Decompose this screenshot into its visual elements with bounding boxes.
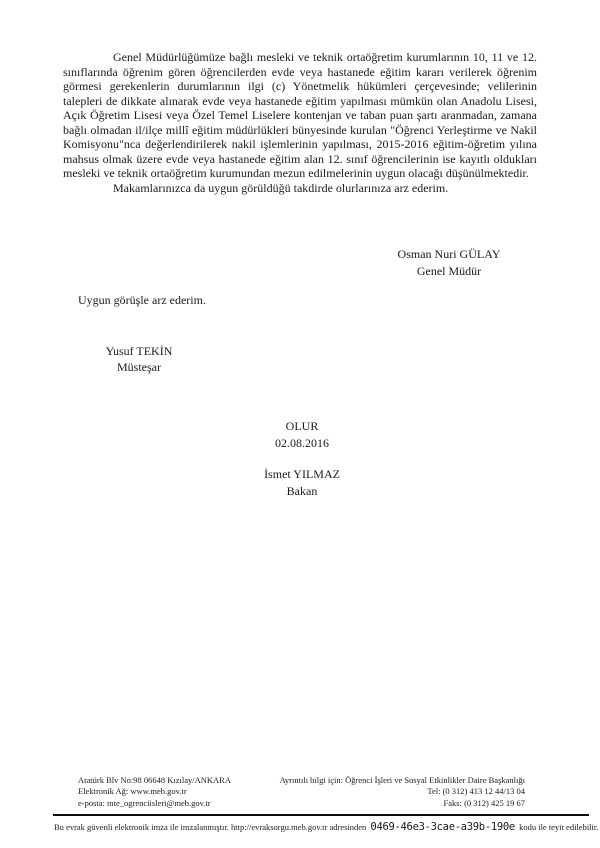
- footer-address-block: [78, 775, 231, 809]
- footer-address-line: Atatürk Blv No:98 06648 Kızılay/ANKARA: [78, 775, 231, 785]
- signature-general-manager: [349, 246, 549, 280]
- verification-line: [54, 821, 599, 833]
- footer-contact-line: Faks: (0 312) 425 19 67: [443, 797, 525, 808]
- footer-contact-line: Ayrıntılı bilgi için: Öğrenci İşleri ve Sosyal Etkinlikler Daire Başkanlığı: [279, 775, 525, 785]
- footer-contact-block: [280, 775, 525, 809]
- signatory-name: İsmet YILMAZ: [264, 467, 340, 481]
- approval-date: 02.08.2016: [275, 435, 329, 450]
- approval-note: Uygun görüşle arz ederim.: [78, 293, 206, 307]
- signature-undersecretary: [79, 343, 199, 375]
- signatory-name: Osman Nuri GÜLAY: [397, 247, 501, 261]
- minister-approval-block: [222, 418, 382, 499]
- verification-code: 0469-46e3-3cae-a39b-190e: [370, 821, 515, 833]
- spacer: [222, 451, 382, 466]
- footer-address-line: Elektronik Ağ: www.meb.gov.tr: [78, 786, 187, 797]
- signatory-title: Genel Müdür: [416, 264, 482, 278]
- signatory-title: Müsteşar: [117, 360, 161, 374]
- letter-body: [63, 50, 537, 195]
- verification-suffix: kodu ile teyit edilebilir.: [519, 822, 599, 832]
- body-paragraph-1: Genel Müdürlüğümüze bağlı mesleki ve teknik ortaöğretim kurumlarının 10, 11 ve 12. sınıflarında öğrenim gören öğrencilerden evde veya hastanede eğitim kararı verilerek öğrenim görmesi gerekenlerin durumlarının ilgi (c) Yönetmelik hükümleri çerçevesinde; velilerinin talepleri de dikkate alınarak evde veya hastanede eğitim yapılması mümkün olan Anadolu Lisesi, Açık Öğretim Lisesi veya Özel Temel Liselere kontenjan ve taban puan şartı aranmadan, zamana bağlı olmadan il/ilçe millî eğitim müdürlükleri bünyesinde kurulan "Öğrenci Yerleştirme ve Nakil Komisyonu"nca değerlendirilerek nakil işlemlerinin yapılması, 2015-2016 eğitim-öğretim yılına mahsus olmak üzere evde veya hastanede eğitim alan 12. sınıf öğrencilerinin ise kayıtlı oldukları mesleki ve teknik ortaöğretim kurumundan mezun edilmelerinin uygun olacağı düşünülmektedir.: [63, 50, 537, 180]
- footer-divider-rule: [53, 814, 589, 816]
- approval-label: OLUR: [285, 419, 319, 433]
- footer-address-line: e-posta: mte_ogrenciisleri@meb.gov.tr: [78, 797, 211, 808]
- footer-contact-line: Tel: (0 312) 413 12 44/13 04: [427, 786, 525, 797]
- signatory-title: Bakan: [286, 483, 318, 498]
- body-paragraph-2: Makamlarınızca da uygun görüldüğü takdirde olurlarınıza arz ederim.: [113, 180, 449, 195]
- verification-prefix: Bu evrak güvenli elektronik imza ile imzalanmıştır. http://evraksorgu.meb.gov.tr adresinden: [54, 822, 367, 832]
- signatory-name: Yusuf TEKİN: [105, 344, 173, 358]
